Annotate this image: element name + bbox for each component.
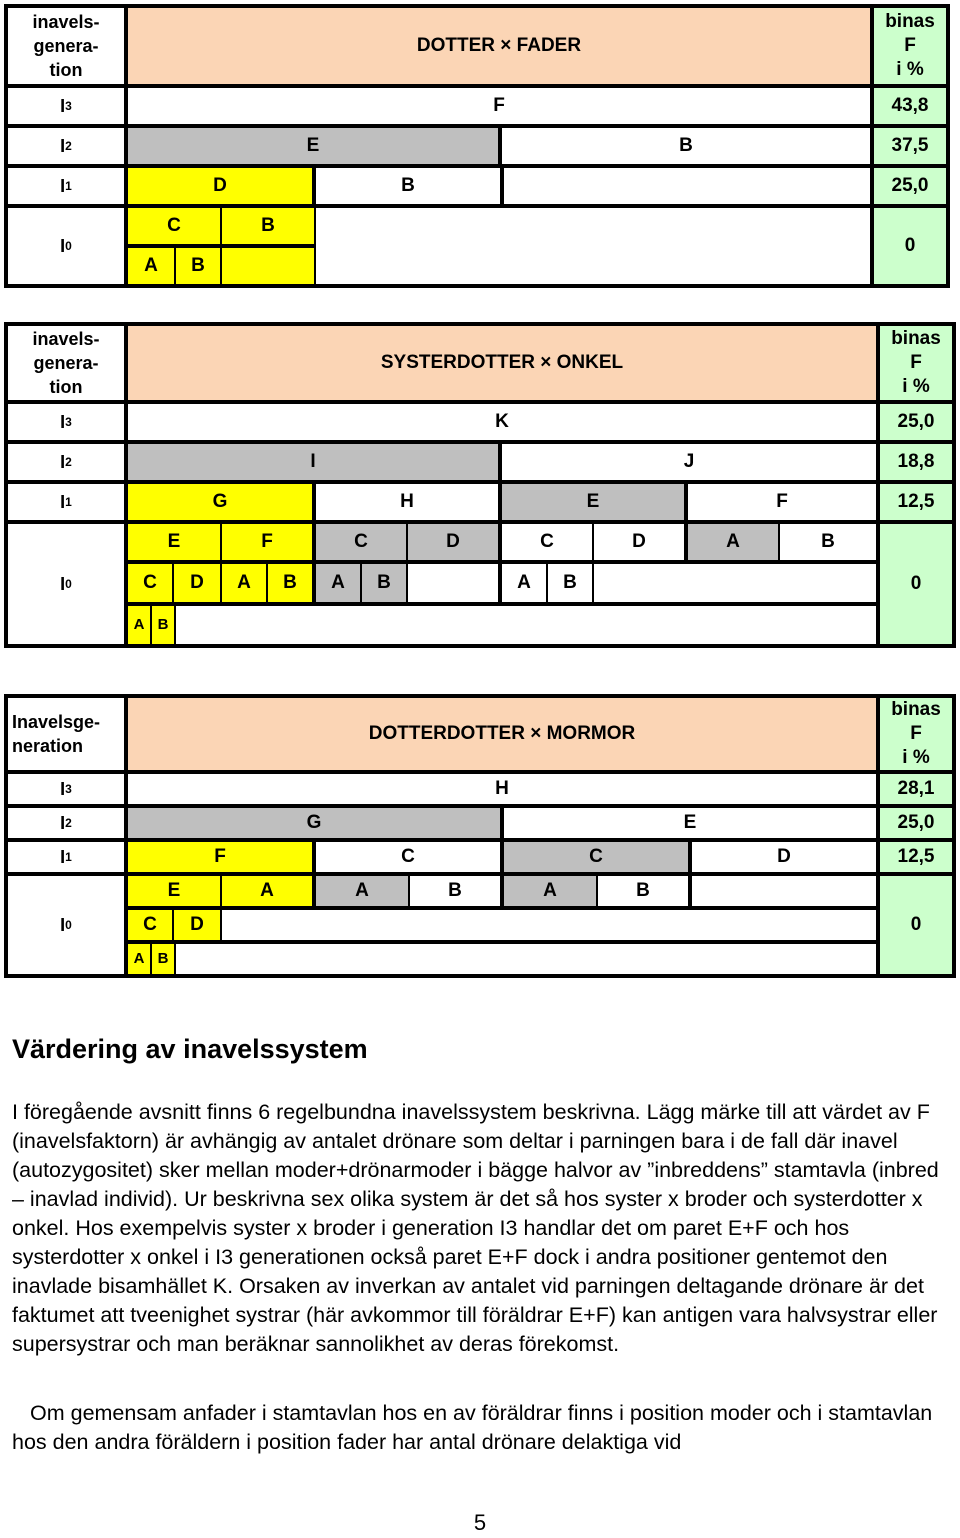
ancestor-cell: A (316, 564, 360, 602)
section-heading: Värdering av inavelssystem (12, 1034, 368, 1064)
empty-cell (176, 944, 876, 974)
gen-letter: I (60, 452, 66, 472)
table-dotterdotter-mormor (4, 694, 956, 978)
ancestor-cell: E (502, 484, 684, 520)
ancestor-cell: B (152, 944, 174, 974)
ancestor-cell: H (128, 774, 876, 804)
gen-sub: 1 (65, 495, 72, 509)
gen-letter: I (60, 176, 66, 196)
generation-label (8, 484, 124, 520)
generation-label (8, 88, 124, 124)
paragraph-1: I föregående avsnitt finns 6 regelbundna inavelssystem beskrivna. Lägg märke till att värdet av F (inavelsfaktorn) är avhängig av antalet drönare som deltar i parningen bara i de fall där inavel (autozygositet) sker mellan moder+drönarmoder i bägge halvor av ”inbreddens” stamtavla (inbred – inavlad individ). Ur beskrivna sex olika system är det så hos syster x broder och systerdotter x onkel. Hos exempelvis syster x broder i generation I3 handlar det om paret E+F och hos systerdotter x onkel i I3 generationen också paret E+F dock i andra positioner gentemot den inavlade bisamhället K. Orsaken av inverkan av antalet vid parningen deltagande drönare är det faktumet att tveenighet systrar (här avkommor till föräldrar E+F) kan antigen vara halvsystrar eller supersystrar och man beräknar sannolikhet av deras förekomst. (12, 1100, 939, 1356)
ancestor-cell: E (504, 808, 876, 838)
ancestor-cell: C (128, 564, 172, 602)
f-value: 37,5 (874, 128, 946, 164)
ancestor-cell: B (362, 564, 406, 602)
gen-letter: I (60, 412, 66, 432)
paragraph-2: Om gemensam anfader i stamtavlan hos en av föräldrar finns i position moder och i stamtavlan hos den andra föräldern i position fader har antal drönare delaktiga vid (12, 1401, 933, 1454)
empty-cell (594, 564, 876, 602)
ancestor-cell: F (222, 524, 312, 560)
table-title: SYSTERDOTTER × ONKEL (128, 326, 876, 400)
ancestor-cell: B (548, 564, 592, 602)
gen-sub: 1 (65, 850, 72, 864)
ancestor-cell: K (128, 404, 876, 440)
gen-letter: I (60, 492, 66, 512)
ancestor-cell: C (504, 842, 688, 872)
ancestor-cell: C (128, 208, 220, 244)
ancestor-cell: B (316, 168, 500, 204)
ancestor-cell: B (152, 606, 174, 644)
gen-sub: 0 (65, 239, 72, 253)
ancestor-cell: D (128, 168, 312, 204)
ancestor-cell: A (222, 876, 312, 906)
gen-sub: 2 (65, 816, 72, 830)
f-column-header: binas F i % (880, 326, 952, 400)
gen-sub: 1 (65, 179, 72, 193)
f-value: 28,1 (880, 774, 952, 804)
generation-label (8, 444, 124, 480)
corner-header: inavels- genera- tion (8, 326, 124, 400)
f-value: 43,8 (874, 88, 946, 124)
ancestor-cell: F (688, 484, 876, 520)
ancestor-cell: A (316, 876, 408, 906)
f-value: 18,8 (880, 444, 952, 480)
ancestor-cell: C (128, 910, 172, 940)
ancestor-cell: A (502, 564, 546, 602)
ancestor-cell: F (128, 88, 870, 124)
ancestor-cell: C (502, 524, 592, 560)
ancestor-cell: D (174, 564, 220, 602)
ancestor-cell: A (504, 876, 596, 906)
page-number: 5 (473, 1510, 487, 1535)
ancestor-cell: F (128, 842, 312, 872)
gen-sub: 2 (65, 455, 72, 469)
gen-sub: 0 (65, 918, 72, 932)
ancestor-cell: B (176, 248, 220, 284)
table-title: DOTTERDOTTER × MORMOR (128, 698, 876, 770)
ancestor-cell: B (598, 876, 688, 906)
generation-label (8, 876, 124, 974)
f-value: 25,0 (880, 404, 952, 440)
generation-label (8, 774, 124, 804)
ancestor-cell: B (222, 208, 314, 244)
f-column-header: binas F i % (874, 8, 946, 84)
table-title: DOTTER × FADER (128, 8, 870, 84)
ancestor-cell: E (128, 876, 220, 906)
gen-letter: I (60, 236, 66, 256)
ancestor-cell: J (502, 444, 876, 480)
ancestor-cell: B (410, 876, 500, 906)
ancestor-cell: B (268, 564, 312, 602)
ancestor-cell: I (128, 444, 498, 480)
ancestor-cell: A (128, 606, 150, 644)
generation-label (8, 808, 124, 838)
ancestor-cell: D (408, 524, 498, 560)
f-value: 12,5 (880, 484, 952, 520)
gen-letter: I (60, 574, 66, 594)
ancestor-cell: G (128, 808, 500, 838)
gen-letter: I (60, 813, 66, 833)
generation-label (8, 404, 124, 440)
f-column-header: binas F i % (880, 698, 952, 770)
gen-sub: 3 (65, 782, 72, 796)
gen-letter: I (60, 96, 66, 116)
ancestor-cell: B (502, 128, 870, 164)
f-value: 0 (880, 876, 952, 974)
empty-cell (692, 876, 876, 906)
gen-sub: 0 (65, 577, 72, 591)
generation-label (8, 208, 124, 284)
empty-cell (504, 168, 870, 204)
empty-cell (222, 248, 314, 284)
ancestor-cell: A (688, 524, 778, 560)
gen-sub: 3 (65, 99, 72, 113)
empty-cell (316, 208, 870, 284)
table-systerdotter-onkel (4, 322, 956, 648)
generation-label (8, 128, 124, 164)
gen-letter: I (60, 915, 66, 935)
gen-sub: 2 (65, 139, 72, 153)
gen-letter: I (60, 779, 66, 799)
ancestor-cell: D (174, 910, 220, 940)
f-value: 0 (880, 524, 952, 644)
empty-cell (176, 606, 876, 644)
corner-header: Inavelsge- neration (8, 698, 124, 770)
ancestor-cell: G (128, 484, 312, 520)
f-value: 25,0 (874, 168, 946, 204)
ancestor-cell: H (316, 484, 498, 520)
ancestor-cell: B (780, 524, 876, 560)
gen-letter: I (60, 136, 66, 156)
empty-cell (222, 910, 876, 940)
ancestor-cell: D (692, 842, 876, 872)
ancestor-cell: D (594, 524, 684, 560)
gen-sub: 3 (65, 415, 72, 429)
empty-cell (408, 564, 498, 602)
f-value: 0 (874, 208, 946, 284)
f-value: 25,0 (880, 808, 952, 838)
ancestor-cell: A (128, 248, 174, 284)
generation-label (8, 842, 124, 872)
gen-letter: I (60, 847, 66, 867)
generation-label (8, 168, 124, 204)
ancestor-cell: E (128, 128, 498, 164)
table-dotter-fader (4, 4, 950, 288)
ancestor-cell: C (316, 842, 500, 872)
corner-header: inavels- genera- tion (8, 8, 124, 84)
ancestor-cell: A (128, 944, 150, 974)
ancestor-cell: E (128, 524, 220, 560)
generation-label (8, 524, 124, 644)
f-value: 12,5 (880, 842, 952, 872)
ancestor-cell: A (222, 564, 266, 602)
ancestor-cell: C (316, 524, 406, 560)
